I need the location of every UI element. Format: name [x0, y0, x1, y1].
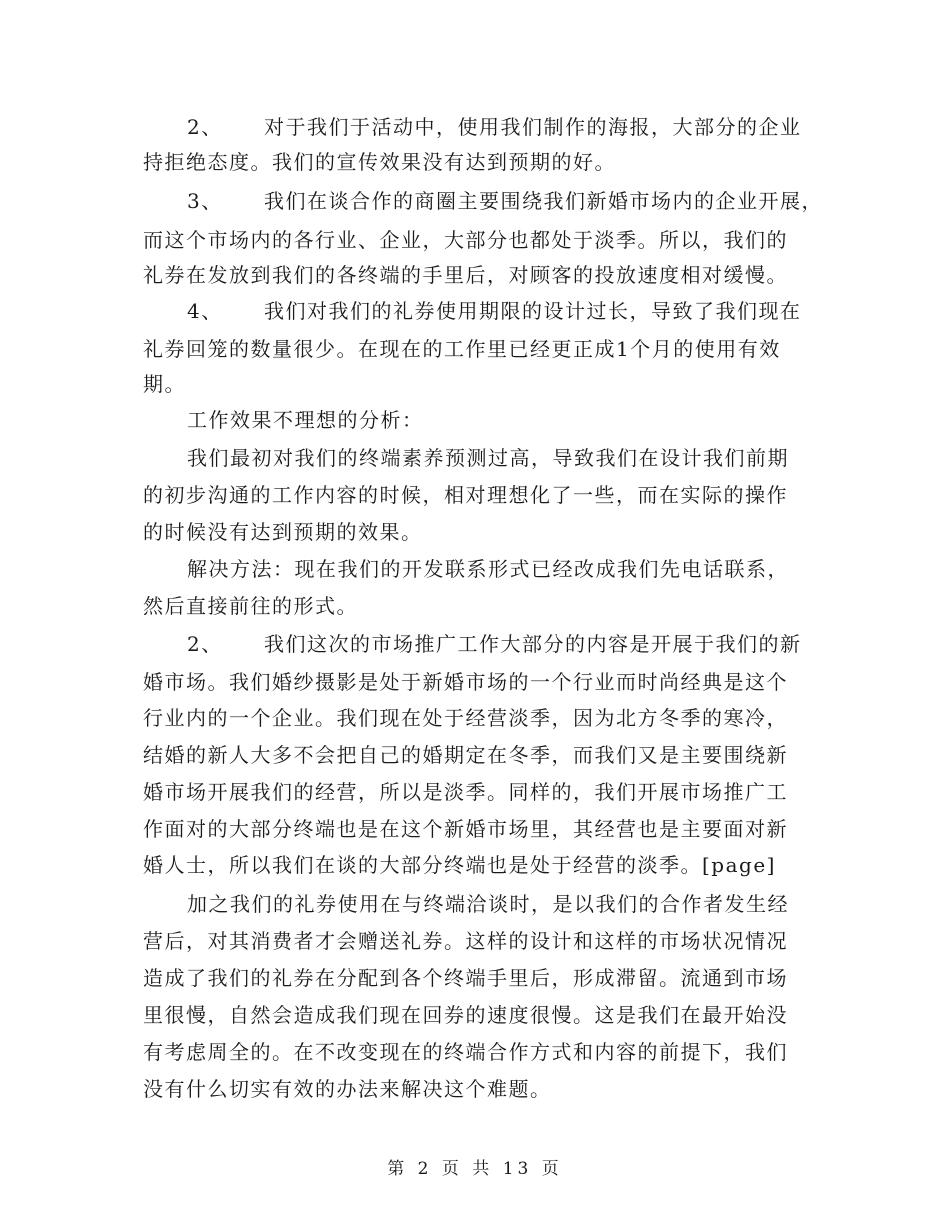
paragraph-line: 有考虑周全的。在不改变现在的终端合作方式和内容的前提下，我们: [143, 1040, 788, 1064]
paragraph-line: 持拒绝态度。我们的宣传效果没有达到预期的好。: [143, 150, 616, 174]
paragraph-line: [187, 299, 802, 323]
list-number: 3、: [187, 189, 223, 213]
list-number: 2、: [187, 632, 223, 656]
paragraph-line: 而这个市场内的各行业、企业，大部分也都处于淡季。所以，我们的: [143, 228, 788, 252]
paragraph-line: 行业内的一个企业。我们现在处于经营淡季，因为北方冬季的寒冷，: [143, 706, 788, 730]
paragraph-line: [187, 189, 823, 213]
paragraph-line: 婚市场开展我们的经营，所以是淡季。同样的，我们开展市场推广工: [143, 780, 788, 804]
paragraph-line: 礼券在发放到我们的各终端的手里后，对顾客的投放速度相对缓慢。: [143, 263, 788, 287]
paragraph-line: 的时候没有达到预期的效果。: [143, 520, 423, 544]
section-heading: 工作效果不理想的分析：: [187, 408, 424, 432]
paragraph-line: [187, 632, 802, 656]
paragraph-line: 营后，对其消费者才会赠送礼券。这样的设计和这样的市场状况情况: [143, 929, 788, 953]
paragraph-line: 婚市场。我们婚纱摄影是处于新婚市场的一个行业而时尚经典是这个: [143, 670, 788, 694]
list-number: 4、: [187, 299, 223, 323]
paragraph-line: 礼券回笼的数量很少。在现在的工作里已经更正成1个月的使用有效: [143, 337, 781, 361]
paragraph-line: 解决方法：现在我们的开发联系形式已经改成我们先电话联系，: [187, 557, 789, 581]
page-footer: 第 2 页 共 13 页: [387, 1159, 563, 1179]
list-number: 2、: [187, 115, 223, 139]
paragraph-line: 造成了我们的礼券在分配到各个终端手里后，形成滞留。流通到市场: [143, 966, 788, 990]
paragraph-line: 加之我们的礼券使用在与终端洽谈时，是以我们的合作者发生经: [187, 892, 789, 916]
paragraph-line: 婚人士，所以我们在谈的大部分终端也是处于经营的淡季。[page]: [143, 853, 776, 877]
line-text: 我们这次的市场推广工作大部分的内容是开展于我们的新: [264, 632, 802, 656]
line-text: 对于我们于活动中，使用我们制作的海报，大部分的企业: [264, 115, 802, 139]
line-text: 我们对我们的礼券使用期限的设计过长，导致了我们现在: [264, 299, 802, 323]
line-text: 我们在谈合作的商圈主要围绕我们新婚市场内的企业开展，: [264, 189, 823, 213]
paragraph-line: 作面对的大部分终端也是在这个新婚市场里，其经营也是主要面对新: [143, 817, 788, 841]
paragraph-line: 然后直接前往的形式。: [143, 594, 358, 618]
paragraph-line: [187, 115, 802, 139]
paragraph-line: 结婚的新人大多不会把自己的婚期定在冬季，而我们又是主要围绕新: [143, 743, 788, 767]
paragraph-line: 的初步沟通的工作内容的时候，相对理想化了一些，而在实际的操作: [143, 483, 788, 507]
paragraph-line: 期。: [143, 372, 186, 396]
paragraph-line: 没有什么切实有效的办法来解决这个难题。: [143, 1077, 552, 1101]
paragraph-line: 我们最初对我们的终端素养预测过高，导致我们在设计我们前期: [187, 446, 789, 470]
paragraph-line: 里很慢，自然会造成我们现在回券的速度很慢。这是我们在最开始没: [143, 1003, 788, 1027]
